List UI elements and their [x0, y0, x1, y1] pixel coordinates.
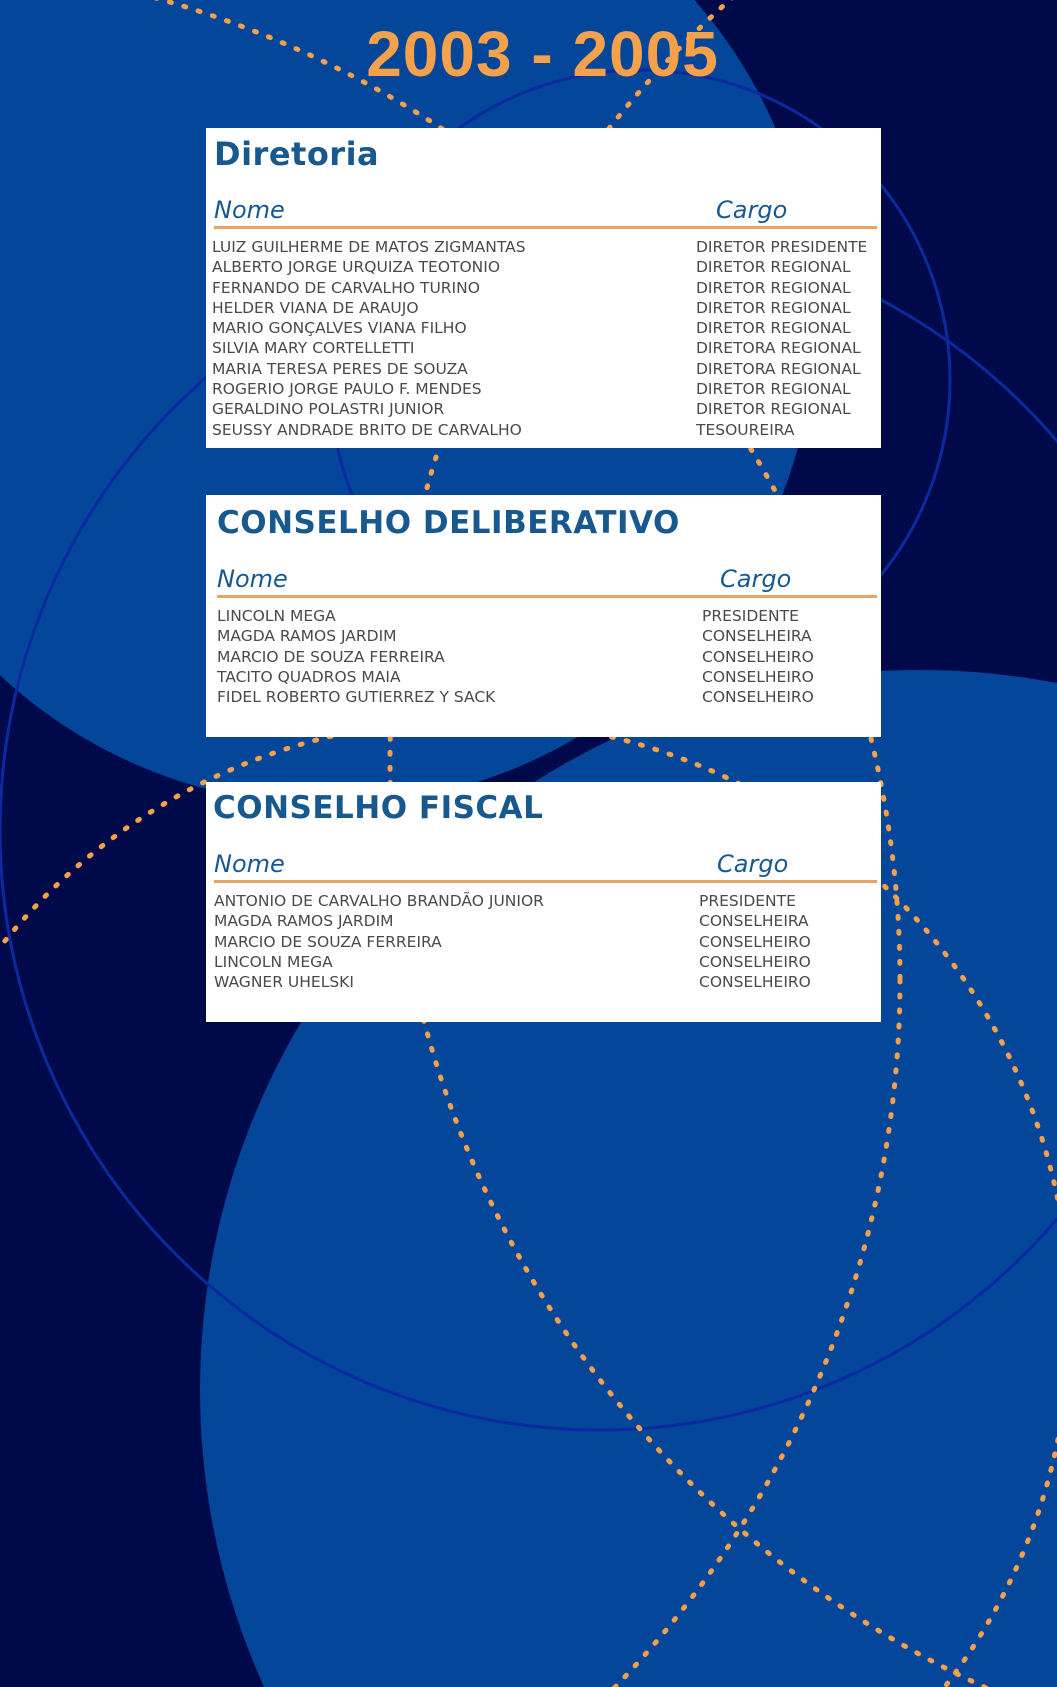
member-role: CONSELHEIRA: [702, 627, 812, 646]
member-name: TACITO QUADROS MAIA: [217, 667, 401, 686]
member-role: DIRETOR REGIONAL: [696, 278, 851, 297]
diretoria-list: [212, 237, 877, 440]
diretoria-heading: Diretoria: [214, 135, 380, 173]
member-role: CONSELHEIRO: [702, 667, 814, 686]
member-name: ANTONIO DE CARVALHO BRANDÃO JUNIOR: [214, 892, 544, 910]
deliberativo-name-header: Nome: [217, 565, 288, 593]
member-name: SILVIA MARY CORTELLETTI: [212, 339, 415, 358]
member-name: WAGNER UHELSKI: [214, 973, 354, 992]
member-name: MARCIO DE SOUZA FERREIRA: [214, 932, 442, 951]
diretoria-name-header: Nome: [214, 196, 285, 224]
member-name: MARIA TERESA PERES DE SOUZA: [212, 359, 468, 378]
list-item: [214, 891, 877, 911]
deliberativo-header-rule: [217, 595, 877, 598]
member-role: DIRETOR PRESIDENTE: [696, 238, 868, 256]
member-name: SEUSSY ANDRADE BRITO DE CARVALHO: [212, 420, 522, 439]
list-item: [212, 237, 877, 257]
member-name: MAGDA RAMOS JARDIM: [217, 627, 397, 646]
member-name: MAGDA RAMOS JARDIM: [214, 912, 394, 931]
member-role: CONSELHEIRO: [699, 932, 811, 951]
member-role: CONSELHEIRO: [699, 973, 811, 992]
list-item: [212, 318, 877, 338]
fiscal-header-rule: [214, 880, 877, 883]
member-role: CONSELHEIRO: [699, 952, 811, 971]
list-item: [217, 687, 877, 707]
list-item: [217, 667, 877, 687]
member-role: TESOUREIRA: [696, 420, 795, 439]
list-item: [214, 972, 877, 992]
list-item: [212, 278, 877, 298]
list-item: [217, 606, 877, 626]
member-role: PRESIDENTE: [702, 607, 799, 625]
diretoria-header-rule: [214, 226, 877, 229]
member-role: CONSELHEIRA: [699, 912, 809, 931]
member-name: ROGERIO JORGE PAULO F. MENDES: [212, 380, 482, 399]
fiscal-role-header: Cargo: [717, 850, 789, 878]
member-role: DIRETORA REGIONAL: [696, 339, 861, 358]
member-role: CONSELHEIRO: [702, 647, 814, 666]
conselho-fiscal-panel: [206, 782, 881, 1022]
list-item: [217, 647, 877, 667]
member-name: GERALDINO POLASTRI JUNIOR: [212, 400, 445, 419]
list-item: [212, 399, 877, 419]
diretoria-panel: [206, 128, 881, 448]
fiscal-list: [214, 891, 877, 992]
member-name: ALBERTO JORGE URQUIZA TEOTONIO: [212, 258, 501, 277]
member-role: DIRETORA REGIONAL: [696, 359, 861, 378]
list-item: [217, 626, 877, 646]
fiscal-name-header: Nome: [214, 850, 285, 878]
list-item: [214, 932, 877, 952]
member-name: LINCOLN MEGA: [214, 952, 333, 971]
deliberativo-list: [217, 606, 877, 707]
member-role: CONSELHEIRO: [702, 688, 814, 707]
member-name: MARIO GONÇALVES VIANA FILHO: [212, 319, 467, 338]
member-role: DIRETOR REGIONAL: [696, 380, 851, 399]
list-item: [212, 298, 877, 318]
list-item: [212, 338, 877, 358]
conselho-fiscal-heading: CONSELHO FISCAL: [213, 790, 544, 826]
period-title: 2003 - 2005: [366, 18, 719, 90]
list-item: [212, 420, 877, 440]
member-name: FERNANDO DE CARVALHO TURINO: [212, 278, 480, 297]
member-name: MARCIO DE SOUZA FERREIRA: [217, 647, 445, 666]
member-name: LINCOLN MEGA: [217, 607, 336, 625]
conselho-deliberativo-panel: [206, 495, 881, 737]
deliberativo-role-header: Cargo: [720, 565, 792, 593]
list-item: [214, 911, 877, 931]
conselho-deliberativo-heading: CONSELHO DELIBERATIVO: [217, 505, 680, 541]
list-item: [214, 952, 877, 972]
member-role: DIRETOR REGIONAL: [696, 400, 851, 419]
list-item: [212, 257, 877, 277]
member-name: LUIZ GUILHERME DE MATOS ZIGMANTAS: [212, 238, 526, 256]
member-role: DIRETOR REGIONAL: [696, 319, 851, 338]
diretoria-role-header: Cargo: [716, 196, 788, 224]
list-item: [212, 379, 877, 399]
member-role: DIRETOR REGIONAL: [696, 258, 851, 277]
member-name: FIDEL ROBERTO GUTIERREZ Y SACK: [217, 688, 496, 707]
list-item: [212, 359, 877, 379]
member-role: PRESIDENTE: [699, 892, 796, 910]
member-role: DIRETOR REGIONAL: [696, 298, 851, 317]
member-name: HELDER VIANA DE ARAUJO: [212, 298, 419, 317]
